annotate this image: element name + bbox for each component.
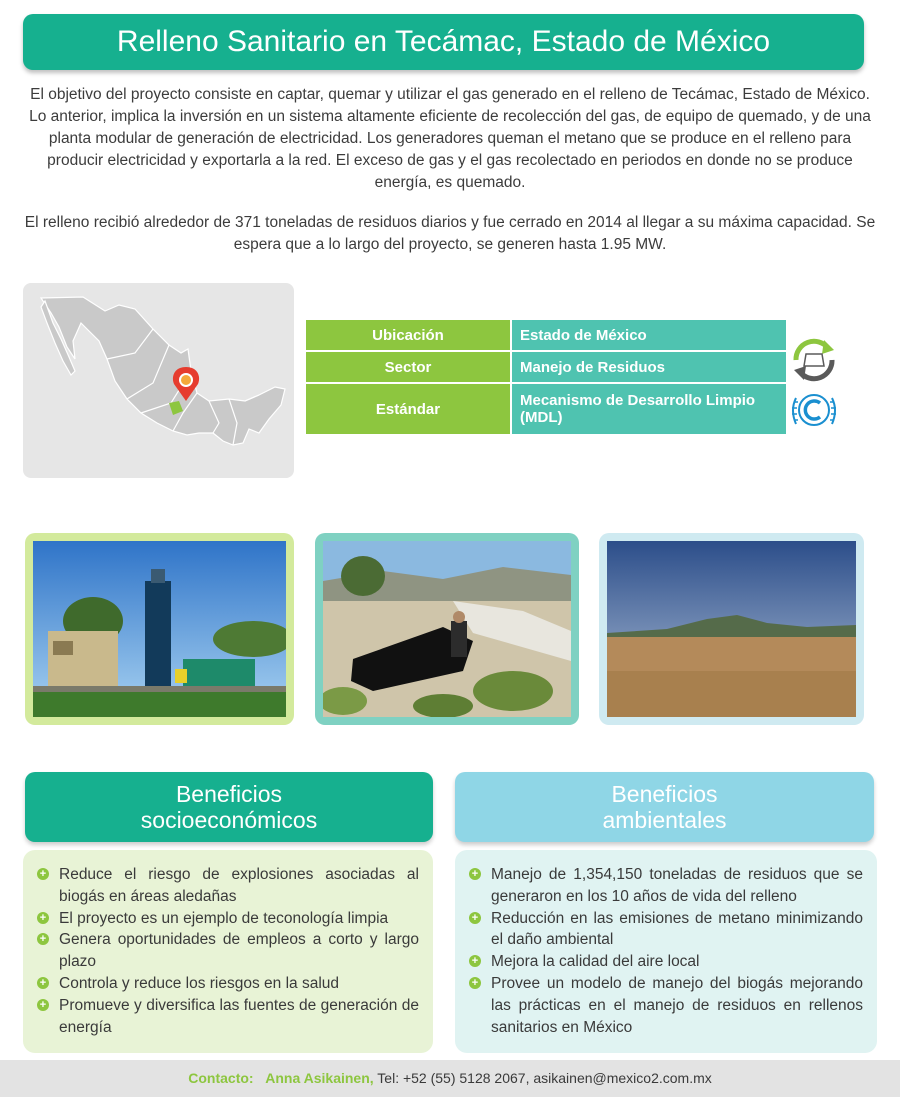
photo-frame-plant <box>25 533 294 725</box>
info-value-location: Estado de México <box>512 320 786 350</box>
list-item: + Promueve y diversifica las fuentes de generación de energía <box>37 995 419 1039</box>
list-item: + Controla y reduce los riesgos en la salud <box>37 973 419 995</box>
plus-bullet-icon: + <box>37 977 49 989</box>
benefits-socio-title-line1: Beneficios <box>175 781 283 807</box>
contact-footer <box>0 1060 900 1097</box>
info-label-location: Ubicación <box>306 320 510 350</box>
plus-bullet-icon: + <box>469 955 481 967</box>
contact-name: Anna Asikainen, <box>265 1070 374 1086</box>
list-item: + Genera oportunidades de empleos a corto y largo plazo <box>37 929 419 973</box>
list-item: + Reducción en las emisiones de metano minimizando el daño ambiental <box>469 908 863 952</box>
list-item: + Mejora la calidad del aire local <box>469 951 863 973</box>
benefits-socio-list-box <box>23 850 433 1053</box>
page-title: Relleno Sanitario en Tecámac, Estado de México <box>23 14 864 70</box>
benefits-env-title-line2: ambientales <box>602 807 727 833</box>
info-label-standard: Estándar <box>306 384 510 434</box>
list-item: + El proyecto es un ejemplo de teconología limpia <box>37 908 419 930</box>
contact-label: Contacto: <box>188 1070 262 1086</box>
photo-frame-field <box>599 533 864 725</box>
plus-bullet-icon: + <box>37 912 49 924</box>
photo-tank <box>323 541 571 717</box>
mexico-map-icon <box>23 283 294 478</box>
plus-bullet-icon: + <box>37 868 49 880</box>
plus-bullet-icon: + <box>37 999 49 1011</box>
photo-field <box>607 541 856 717</box>
contact-email[interactable]: asikainen@mexico2.com.mx <box>529 1070 712 1086</box>
benefits-socio-list <box>37 864 419 1038</box>
photo-frame-tank <box>315 533 579 725</box>
benefits-env-title-line1: Beneficios <box>611 781 718 807</box>
benefits-socio-title-line2: socioeconómicos <box>140 807 318 833</box>
info-label-sector: Sector <box>306 352 510 382</box>
list-item: + Manejo de 1,354,150 toneladas de residuos que se generaron en los 10 años de vida del relleno <box>469 864 863 908</box>
list-item: + Provee un modelo de manejo del biogás mejorando las prácticas en el manejo de residuos en rellenos sanitarios en México <box>469 973 863 1038</box>
benefits-env-list-box <box>455 850 877 1053</box>
intro-text <box>20 84 880 256</box>
recycle-logo-icon <box>788 334 840 386</box>
list-item: + Reduce el riesgo de explosiones asociadas al biogás en áreas aledañas <box>37 864 419 908</box>
benefits-env-list <box>469 864 863 1038</box>
un-climate-logo-icon <box>788 388 840 434</box>
photo-plant <box>33 541 286 717</box>
plus-bullet-icon: + <box>469 977 481 989</box>
plus-bullet-icon: + <box>469 912 481 924</box>
benefits-socio-header <box>25 772 433 842</box>
mexico-map <box>23 283 294 478</box>
intro-paragraph-2: El relleno recibió alrededor de 371 toneladas de residuos diarios y fue cerrado en 2014 al llegar a su máxima capacidad. Se espera que a lo largo del proyecto, se generen hasta 1.95 MW. <box>24 214 876 253</box>
plus-bullet-icon: + <box>469 868 481 880</box>
contact-phone[interactable]: Tel: +52 (55) 5128 2067, <box>373 1070 530 1086</box>
intro-paragraph-1: El objetivo del proyecto consiste en captar, quemar y utilizar el gas generado en el relleno de Tecámac, Estado de México. Lo anterior, implica la inversión en un sistema altamente eficiente de recolección del gas, de equipo de quemado, y de una planta modular de generación de electricidad. Los generadores queman el metano que se produce en el relleno para producir electricidad y exportarla a la red. El exceso de gas y el gas recolectado en periodos en donde no se produce energía, es quemado. <box>29 86 871 191</box>
benefits-env-header <box>455 772 874 842</box>
plus-bullet-icon: + <box>37 933 49 945</box>
info-value-standard: Mecanismo de Desarrollo Limpio (MDL) <box>512 384 786 434</box>
info-value-sector: Manejo de Residuos <box>512 352 786 382</box>
